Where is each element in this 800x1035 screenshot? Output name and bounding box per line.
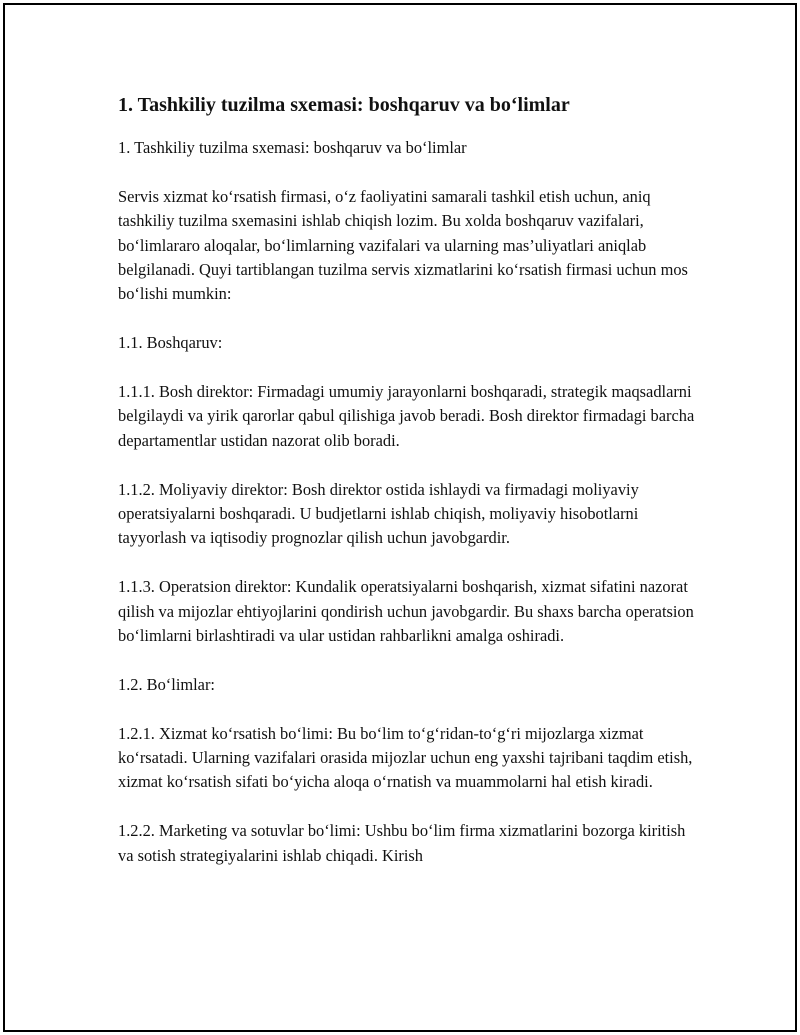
paragraph-moliyaviy-direktor: 1.1.2. Moliyaviy direktor: Bosh direktor ostida ishlaydi va firmadagi moliyaviy operatsiyalarni boshqaradi. U budjetlarni ishlab chiqish, moliyaviy hisobotlarni tayyorlash va iqtisodiy prognozlar qilish uchun javobgardir.: [118, 479, 639, 548]
paragraph-marketing: 1.2.2. Marketing va sotuvlar bo‘limi: Ushbu bo‘lim firma xizmatlarini bozorga kiritish va sotish strategiyalarini ishlab chiqadi. Kirish: [118, 821, 686, 865]
section-heading-boshqaruv: 1.1. Boshqaruv:: [118, 333, 223, 353]
section-heading-bolimlar: 1.2. Bo‘limlar:: [118, 674, 215, 694]
paragraph-bosh-direktor: 1.1.1. Bosh direktor: Firmadagi umumiy jarayonlarni boshqaradi, strategik maqsadlarni belgilaydi va yirik qarorlar qabul qilishiga javob beradi. Bosh direktor firmadagi barcha departamentlar ustidan nazorat olib boradi.: [118, 382, 695, 450]
paragraph-intro: Servis xizmat ko‘rsatish firmasi, o‘z faoliyatini samarali tashkil etish uchun, aniq tashkiliy tuzilma sxemasini ishlab chiqish lozim. Bu xolda boshqaruv vazifalari, bo‘limlararo aloqalar, bo‘limlarning vazifalari va ularning mas’uliyatlari aniqlab belgilanadi. Quyi tartiblangan tuzilma servis xizmatlarini ko‘rsatish firmasi uchun mos bo‘lishi mumkin:: [118, 186, 688, 304]
paragraph-xizmat-korsatish: 1.2.1. Xizmat ko‘rsatish bo‘limi: Bu bo‘lim to‘g‘ridan-to‘g‘ri mijozlarga xizmat ko‘rsatadi. Ularning vazifalari orasida mijozlar uchun eng yaxshi tajribani taqdim etish, xizmat ko‘rsatish sifati bo‘yicha aloqa o‘rnatish va muammolarni hal etish kiradi.: [118, 723, 693, 792]
document-body: [118, 92, 698, 892]
paragraph-heading-repeat: 1. Tashkiliy tuzilma sxemasi: boshqaruv va bo‘limlar: [118, 138, 467, 157]
document-title: 1. Tashkiliy tuzilma sxemasi: boshqaruv va bo‘limlar: [118, 94, 570, 116]
paragraph-operatsion-direktor: 1.1.3. Operatsion direktor: Kundalik operatsiyalarni boshqarish, xizmat sifatini nazorat qilish va mijozlar ehtiyojlarini qondirish uchun javobgardir. Bu shaxs barcha operatsion bo‘limlarni birlashtiradi va ular ustidan rahbarlikni amalga oshiradi.: [118, 577, 694, 646]
